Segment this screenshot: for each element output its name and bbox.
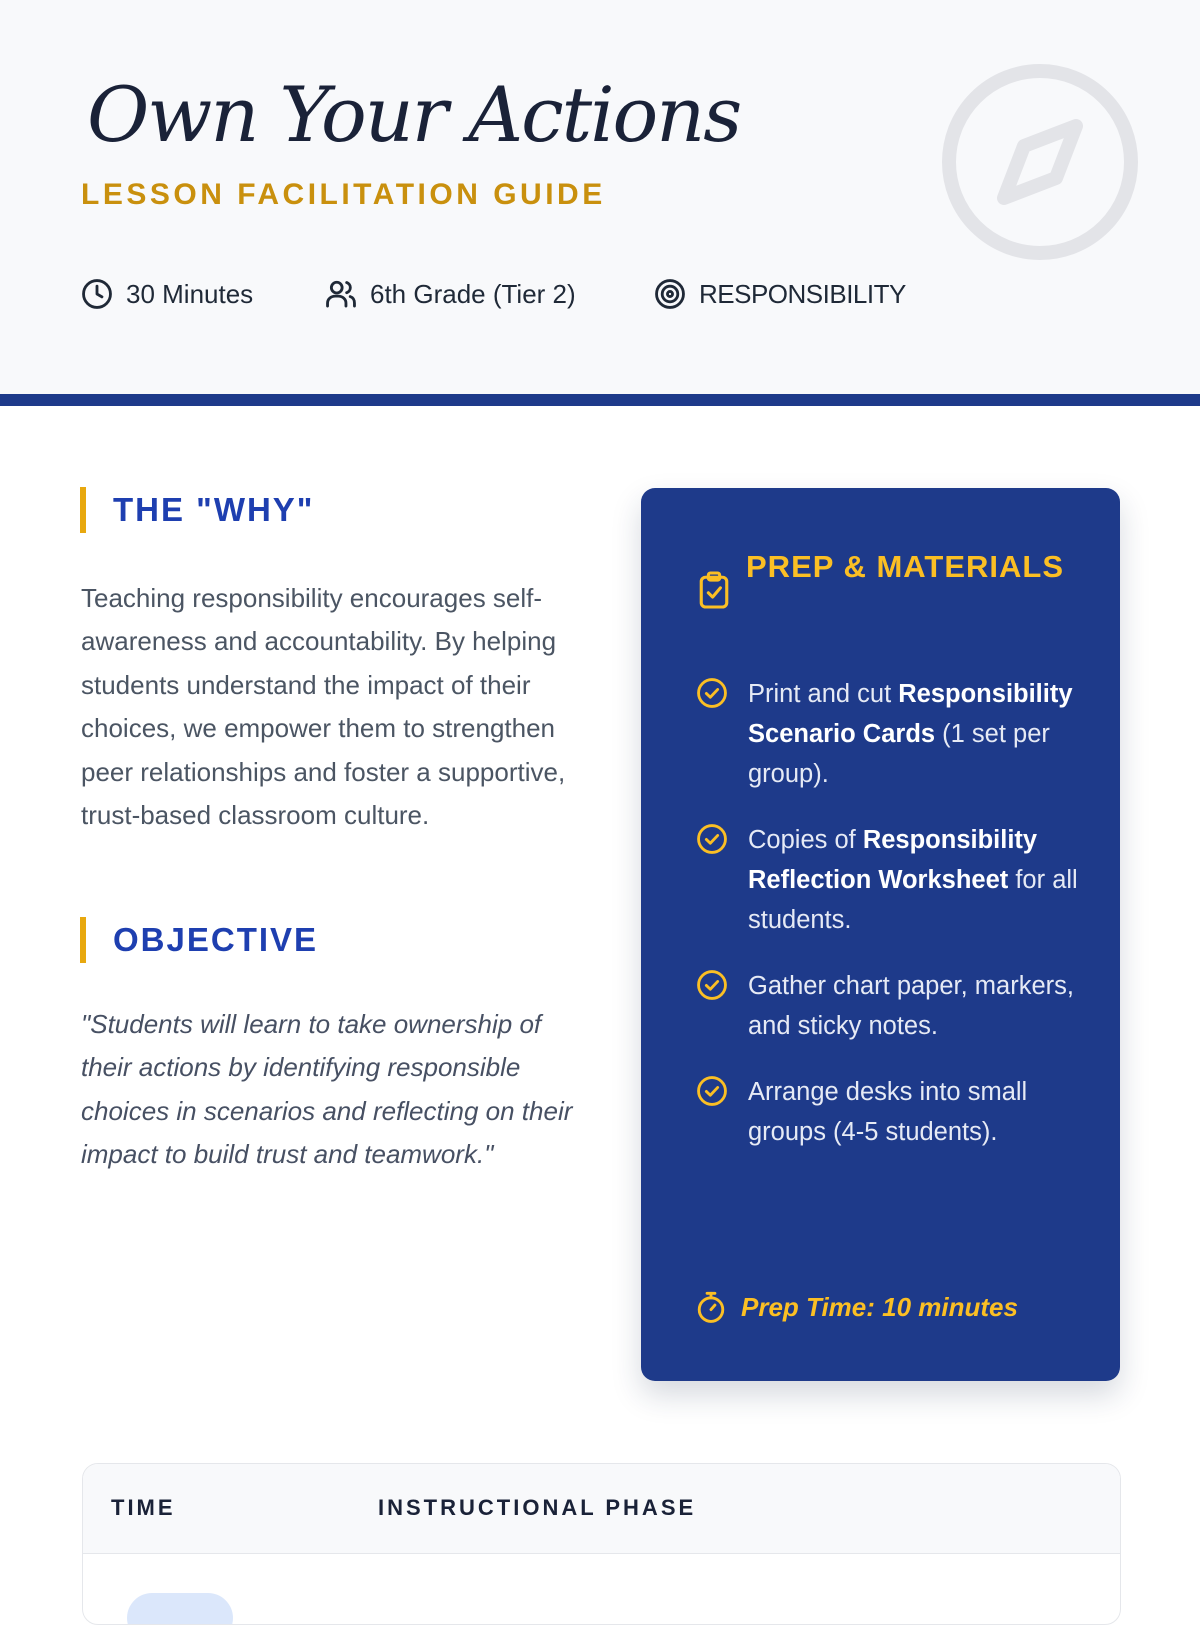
materials-item-text: Gather chart paper, markers, and sticky notes.	[748, 972, 1074, 1040]
table-header-row	[83, 1464, 1120, 1554]
lesson-header	[0, 0, 1200, 406]
lesson-subtitle: LESSON FACILITATION GUIDE	[81, 178, 606, 211]
prep-time	[695, 1290, 1018, 1324]
meta-grade	[324, 275, 576, 313]
table-header-phase: INSTRUCTIONAL PHASE	[378, 1495, 697, 1520]
check-circle-icon	[695, 822, 729, 856]
lesson-schedule-table	[82, 1463, 1121, 1625]
clock-icon	[80, 277, 114, 311]
meta-duration-label: 30 Minutes	[126, 278, 254, 309]
objective-heading: OBJECTIVE	[80, 917, 318, 963]
check-circle-icon	[695, 676, 729, 710]
why-body: Teaching responsibility encourages self-awareness and accountability. By helping students understand the impact of their choices, we empower them to strengthen peer relationships and foster a supportive, trust-based classroom culture.	[81, 583, 566, 831]
meta-duration	[80, 275, 253, 313]
materials-item	[695, 674, 1095, 794]
prep-time-label: Prep Time: 10 minutes	[741, 1291, 1018, 1322]
compass-icon	[938, 60, 1142, 264]
check-circle-icon	[695, 968, 729, 1002]
users-icon	[324, 277, 358, 311]
materials-item	[695, 966, 1095, 1046]
table-header-time: TIME	[111, 1495, 176, 1520]
materials-card	[641, 488, 1120, 1381]
why-heading: THE "WHY"	[80, 487, 314, 533]
materials-item-text: Copies of Responsibility Reflection Worksheet for all students.	[748, 826, 1078, 934]
materials-list	[695, 674, 1095, 1178]
materials-item-text: Arrange desks into small groups (4-5 students).	[748, 1078, 1028, 1146]
materials-title: PREP & MATERIALS	[746, 549, 1064, 584]
objective-text: "Students will learn to take ownership of their actions by identifying responsible choices in scenarios and reflecting on their impact to build trust and teamwork."	[81, 1009, 573, 1170]
materials-item-text: Print and cut Responsibility Scenario Cards (1 set per group).	[748, 680, 1073, 788]
clipboard-check-icon	[697, 570, 731, 610]
materials-item	[695, 1072, 1095, 1152]
materials-item	[695, 820, 1095, 940]
target-icon	[653, 277, 687, 311]
time-badge	[127, 1593, 233, 1625]
stopwatch-icon	[695, 1290, 727, 1324]
check-circle-icon	[695, 1074, 729, 1108]
lesson-title: Own Your Actions	[87, 70, 741, 159]
meta-grade-label: 6th Grade (Tier 2)	[370, 278, 576, 309]
meta-theme	[653, 275, 906, 313]
meta-theme-label: RESPONSIBILITY	[699, 278, 906, 309]
